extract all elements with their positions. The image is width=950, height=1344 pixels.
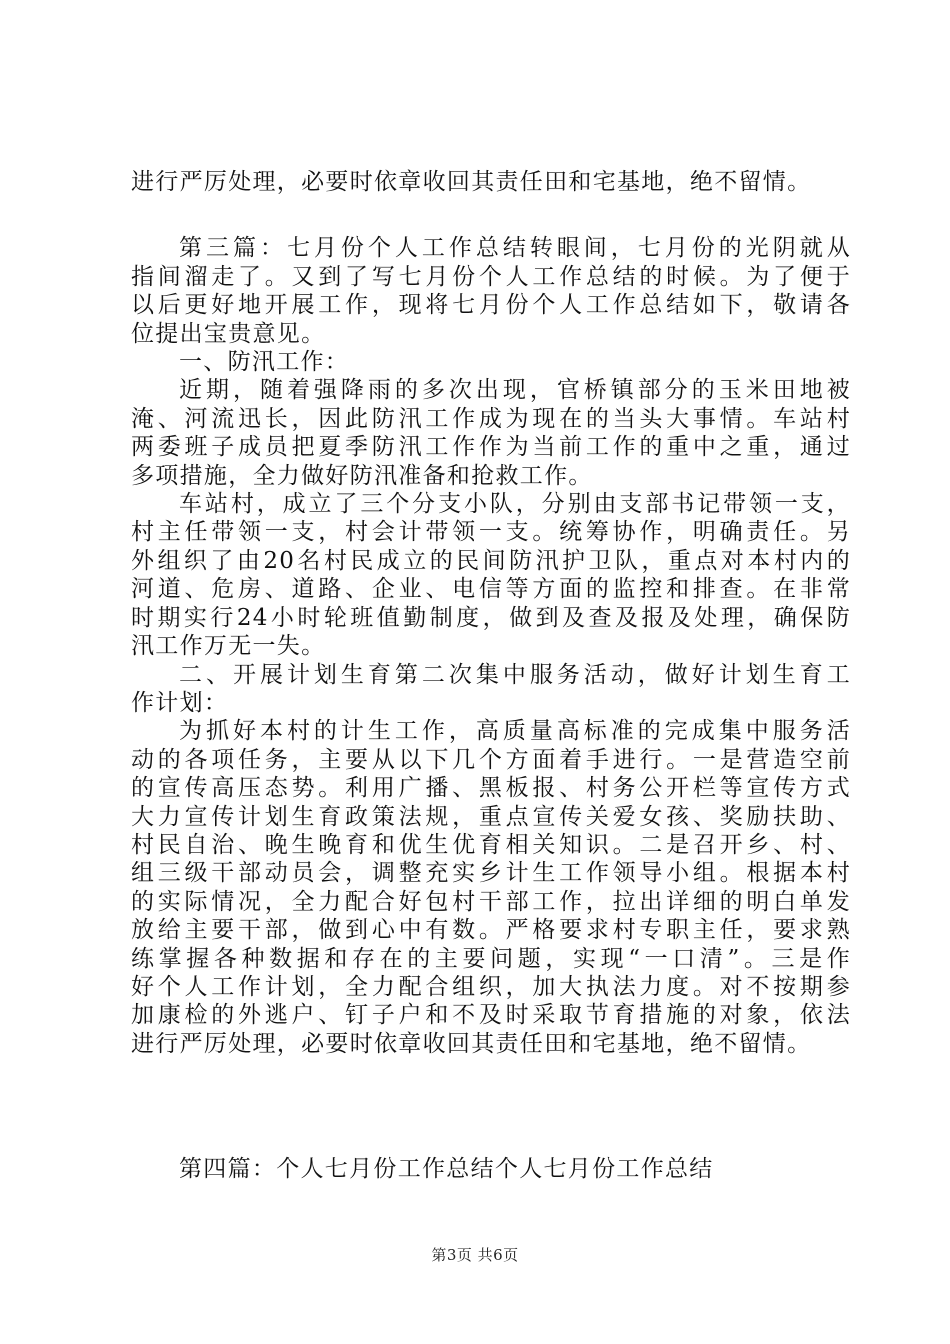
body-line: 进行严厉处理，必要时依章收回其责任田和宅基地，绝不留情。 xyxy=(131,169,812,195)
body-line: 淹、河流迅长，因此防汛工作成为现在的当头大事情。车站村 xyxy=(131,405,851,432)
body-line: 加康检的外逃户、钉子户和不及时采取节育措施的对象，依法 xyxy=(131,1002,851,1029)
body-line: 动的各项任务，主要从以下几个方面着手进行。一是营造空前 xyxy=(131,746,851,773)
body-line: 大力宣传计划生育政策法规，重点宣传关爱女孩、奖励扶助、 xyxy=(131,803,851,830)
body-line: 时期实行24小时轮班值勤制度，做到及查及报及处理，确保防 xyxy=(131,604,851,631)
body-line: 以后更好地开展工作，现将七月份个人工作总结如下，敬请各 xyxy=(131,292,851,319)
body-line: 汛工作万无一失。 xyxy=(131,633,326,660)
document-body xyxy=(131,168,851,1058)
page-number-footer: 第3页 共6页 xyxy=(431,1246,519,1264)
body-line: 进行严厉处理，必要时依章收回其责任田和宅基地，绝不留情。 xyxy=(131,1030,812,1057)
body-line: 的宣传高压态势。利用广播、黑板报、村务公开栏等宣传方式 xyxy=(131,775,851,802)
body-line: 河道、危房、道路、企业、电信等方面的监控和排查。在非常 xyxy=(131,576,851,603)
section-heading-4: 第四篇：个人七月份工作总结个人七月份工作总结 xyxy=(179,1156,714,1182)
body-line: 位提出宝贵意见。 xyxy=(131,320,326,347)
subheading-family-planning: 二、开展计划生育第二次集中服务活动，做好计划生育工 xyxy=(179,661,851,688)
body-line: 放给主要干部，做到心中有数。严格要求村专职主任，要求熟 xyxy=(131,917,851,944)
body-line: 村主任带领一支，村会计带领一支。统筹协作，明确责任。另 xyxy=(131,519,851,546)
body-line: 多项措施，全力做好防汛准备和抢救工作。 xyxy=(131,462,593,489)
subheading-flood-control: 一、防汛工作： xyxy=(179,349,350,376)
body-line: 外组织了由20名村民成立的民间防汛护卫队，重点对本村内的 xyxy=(131,547,851,574)
body-line: 两委班子成员把夏季防汛工作作为当前工作的重中之重，通过 xyxy=(131,434,851,461)
body-line: 的实际情况，全力配合好包村干部工作，拉出详细的明白单发 xyxy=(131,888,851,915)
body-line: 车站村，成立了三个分支小队，分别由支部书记带领一支， xyxy=(179,491,851,518)
body-line: 练掌握各种数据和存在的主要问题，实现“一口清”。三是作 xyxy=(131,945,851,972)
body-line: 组三级干部动员会，调整充实乡计生工作领导小组。根据本村 xyxy=(131,860,851,887)
paragraph-gap xyxy=(131,196,851,234)
body-line: 村民自治、晚生晚育和优生优育相关知识。二是召开乡、村、 xyxy=(131,831,851,858)
body-line: 指间溜走了。又到了写七月份个人工作总结的时候。为了便于 xyxy=(131,263,851,290)
body-line: 为抓好本村的计生工作，高质量高标准的完成集中服务活 xyxy=(179,718,851,745)
body-line: 近期，随着强降雨的多次出现，官桥镇部分的玉米田地被 xyxy=(179,377,851,404)
body-line: 好个人工作计划，全力配合组织，加大执法力度。对不按期参 xyxy=(131,973,851,1000)
body-line: 作计划： xyxy=(131,689,229,716)
section-heading-3: 第三篇：七月份个人工作总结转眼间，七月份的光阴就从 xyxy=(179,235,851,262)
